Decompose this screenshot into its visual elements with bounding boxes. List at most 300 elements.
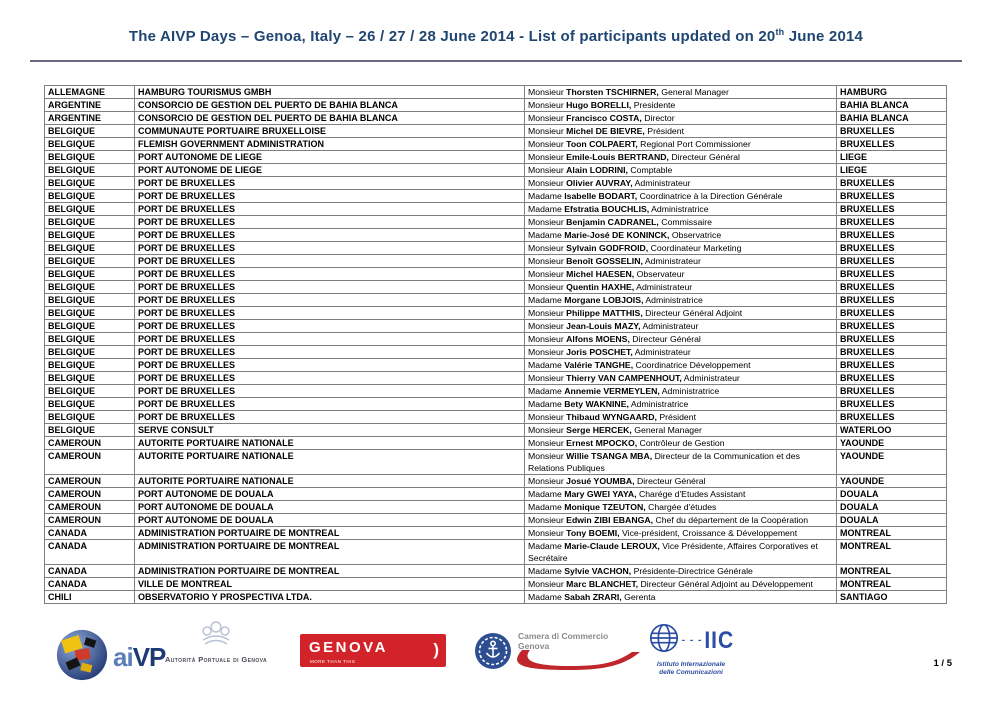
salutation: Monsieur [528,347,564,357]
country-cell: BELGIQUE [45,177,135,190]
port-authority-crest-icon [193,635,239,652]
salutation: Madame [528,191,562,201]
table-row [45,281,947,294]
participant-role: Directeur Général Adjoint [645,308,743,318]
title-divider [30,60,962,62]
organization-cell: COMMUNAUTE PORTUAIRE BRUXELLOISE [135,125,525,138]
organization-cell: PORT DE BRUXELLES [135,255,525,268]
city-cell: LIEGE [837,151,947,164]
title-text: The AIVP Days – Genoa, Italy – 26 / 27 / 28 June 2014 - List of participants updated on 20 [128,28,776,45]
organization-cell: PORT DE BRUXELLES [135,268,525,281]
participant-name: Thorsten TSCHIRNER, [566,87,659,97]
organization-cell: VILLE DE MONTREAL [135,578,525,591]
city-cell: BRUXELLES [837,203,947,216]
participant-cell [525,151,837,164]
city-cell: BRUXELLES [837,138,947,151]
country-cell: CHILI [45,591,135,604]
camera-commercio-swoosh-icon [508,648,648,679]
country-cell: BELGIQUE [45,411,135,424]
participant-role: Coordinatrice à la Direction Générale [639,191,783,201]
participant-role: Vice Présidente, Affaires Corporatives et Secrétaire [528,541,818,563]
salutation: Madame [528,502,562,512]
participant-cell [525,424,837,437]
participant-role: Directeur Général [671,152,740,162]
country-cell: BELGIQUE [45,138,135,151]
country-cell: BELGIQUE [45,242,135,255]
country-cell: CANADA [45,565,135,578]
participant-role: Administrateur [634,178,691,188]
participants-table-wrapper [44,85,946,604]
iic-acronym: IIC [704,626,735,654]
participant-cell [525,294,837,307]
table-row [45,437,947,450]
participant-role: Vice-président, Croissance & Développement [622,528,798,538]
participant-cell [525,475,837,488]
city-cell: BRUXELLES [837,125,947,138]
organization-cell: PORT DE BRUXELLES [135,307,525,320]
city-cell: BRUXELLES [837,307,947,320]
participant-cell [525,281,837,294]
participant-role: Président [659,412,697,422]
city-cell: DOUALA [837,514,947,527]
country-cell: BELGIQUE [45,333,135,346]
participant-cell [525,514,837,527]
participant-cell [525,385,837,398]
organization-cell: PORT DE BRUXELLES [135,294,525,307]
city-cell: BRUXELLES [837,268,947,281]
salutation: Monsieur [528,100,564,110]
salutation: Madame [528,386,562,396]
city-cell: MONTREAL [837,565,947,578]
participant-name: Tony BOEMI, [566,528,620,538]
table-row [45,346,947,359]
participant-role: Coordinateur Marketing [650,243,742,253]
city-cell: BRUXELLES [837,216,947,229]
country-cell: BELGIQUE [45,151,135,164]
city-cell: BRUXELLES [837,385,947,398]
city-cell: LIEGE [837,164,947,177]
salutation: Monsieur [528,425,564,435]
city-cell: YAOUNDE [837,475,947,488]
participant-name: Sylvie VACHON, [564,566,632,576]
participant-name: Valérie TANGHE, [564,360,634,370]
genova-logo [300,634,446,667]
participant-role: Administratrice [645,295,703,305]
participant-name: Josué YOUMBA, [566,476,635,486]
salutation: Madame [528,592,562,602]
organization-cell: ADMINISTRATION PORTUAIRE DE MONTREAL [135,527,525,540]
organization-cell: PORT DE BRUXELLES [135,177,525,190]
camera-commercio-emblem-icon [474,632,512,675]
country-cell: BELGIQUE [45,385,135,398]
participant-role: Director [644,113,675,123]
salutation: Madame [528,399,562,409]
participant-role: General Manager [661,87,729,97]
participant-cell [525,112,837,125]
participant-name: Michel HAESEN, [566,269,635,279]
participant-role: Comptable [630,165,673,175]
table-row [45,138,947,151]
table-row [45,450,947,475]
country-cell: CAMEROUN [45,475,135,488]
country-cell: CAMEROUN [45,437,135,450]
participant-cell [525,372,837,385]
table-row [45,488,947,501]
participant-role: Chargée d'études [648,502,717,512]
organization-cell: AUTORITE PORTUAIRE NATIONALE [135,475,525,488]
country-cell: CANADA [45,540,135,565]
organization-cell: PORT AUTONOME DE LIEGE [135,164,525,177]
country-cell: BELGIQUE [45,346,135,359]
participant-cell [525,565,837,578]
country-cell: ARGENTINE [45,112,135,125]
table-row [45,216,947,229]
participant-name: Marie-José DE KONINCK, [564,230,670,240]
table-row [45,591,947,604]
salutation: Monsieur [528,87,564,97]
participant-role: Administrateur [642,321,699,331]
participant-name: Willie TSANGA MBA, [566,451,653,461]
city-cell: BRUXELLES [837,281,947,294]
table-row [45,86,947,99]
country-cell: CAMEROUN [45,450,135,475]
country-cell: BELGIQUE [45,203,135,216]
salutation: Monsieur [528,269,564,279]
table-row [45,475,947,488]
port-authority-genova-logo [150,618,282,664]
table-row [45,565,947,578]
city-cell: BRUXELLES [837,190,947,203]
participant-role: Administrateur [644,256,701,266]
organization-cell: PORT DE BRUXELLES [135,372,525,385]
salutation: Madame [528,204,562,214]
participant-name: Marie-Claude LEROUX, [564,541,660,551]
table-row [45,411,947,424]
city-cell: YAOUNDE [837,437,947,450]
organization-cell: PORT DE BRUXELLES [135,398,525,411]
organization-cell: FLEMISH GOVERNMENT ADMINISTRATION [135,138,525,151]
table-row [45,540,947,565]
iic-logo [632,622,750,676]
table-row [45,242,947,255]
country-cell: CAMEROUN [45,514,135,527]
city-cell: SANTIAGO [837,591,947,604]
country-cell: BELGIQUE [45,294,135,307]
salutation: Monsieur [528,321,564,331]
city-cell: BRUXELLES [837,372,947,385]
city-cell: MONTREAL [837,527,947,540]
participant-name: Thibaud WYNGAARD, [566,412,657,422]
table-row [45,359,947,372]
table-row [45,99,947,112]
country-cell: CANADA [45,527,135,540]
participant-name: Thierry VAN CAMPENHOUT, [566,373,682,383]
participant-name: Ernest MPOCKO, [566,438,638,448]
participant-name: Benjamin CADRANEL, [566,217,659,227]
participant-cell [525,578,837,591]
organization-cell: AUTORITE PORTUAIRE NATIONALE [135,450,525,475]
city-cell: BAHIA BLANCA [837,112,947,125]
participant-cell [525,203,837,216]
organization-cell: CONSORCIO DE GESTION DEL PUERTO DE BAHIA BLANCA [135,99,525,112]
participant-name: Sylvain GODFROID, [566,243,649,253]
participant-name: Sabah ZRARI, [564,592,622,602]
organization-cell: PORT DE BRUXELLES [135,203,525,216]
organization-cell: ADMINISTRATION PORTUAIRE DE MONTREAL [135,565,525,578]
participant-role: Presidente [633,100,676,110]
organization-cell: PORT DE BRUXELLES [135,216,525,229]
table-row [45,501,947,514]
participant-cell [525,333,837,346]
participant-role: Commissaire [661,217,712,227]
participant-role: Administrateur [636,282,693,292]
table-row [45,514,947,527]
participant-cell [525,242,837,255]
aivp-wordmark: aiVP [113,642,166,672]
organization-cell: PORT AUTONOME DE DOUALA [135,488,525,501]
participant-cell [525,540,837,565]
salutation: Monsieur [528,412,564,422]
participant-cell [525,190,837,203]
city-cell: BRUXELLES [837,242,947,255]
organization-cell: PORT AUTONOME DE LIEGE [135,151,525,164]
participant-cell [525,320,837,333]
country-cell: ALLEMAGNE [45,86,135,99]
salutation: Monsieur [528,178,564,188]
city-cell: DOUALA [837,488,947,501]
table-row [45,190,947,203]
organization-cell: PORT DE BRUXELLES [135,359,525,372]
participant-name: Edwin ZIBI EBANGA, [566,515,654,525]
country-cell: BELGIQUE [45,281,135,294]
participant-name: Serge HERCEK, [566,425,632,435]
port-authority-label: Autorità Portuale di Genova [164,655,267,664]
participant-role: Regional Port Commissioner [640,139,751,149]
table-row [45,372,947,385]
table-row [45,320,947,333]
salutation: Monsieur [528,256,564,266]
country-cell: BELGIQUE [45,125,135,138]
participant-cell [525,138,837,151]
participant-role: Administrateur [683,373,740,383]
title-superscript: th [775,27,785,37]
participant-name: Benoît GOSSELIN, [566,256,643,266]
table-row [45,151,947,164]
organization-cell: PORT DE BRUXELLES [135,411,525,424]
participant-role: Administratrice [630,399,689,409]
participant-cell [525,398,837,411]
organization-cell: PORT DE BRUXELLES [135,346,525,359]
participant-name: Emile-Louis BERTRAND, [566,152,669,162]
country-cell: BELGIQUE [45,268,135,281]
organization-cell: SERVE CONSULT [135,424,525,437]
aivp-globe-icon [55,628,109,687]
salutation: Madame [528,489,562,499]
salutation: Madame [528,541,562,551]
participant-role: Directeur Général [636,476,706,486]
participant-name: Mary GWEI YAYA, [564,489,637,499]
city-cell: BRUXELLES [837,411,947,424]
city-cell: BRUXELLES [837,398,947,411]
country-cell: BELGIQUE [45,372,135,385]
participant-name: Marc BLANCHET, [566,579,639,589]
participant-role: Coordinatrice Développement [635,360,751,370]
city-cell: BRUXELLES [837,177,947,190]
organization-cell: PORT DE BRUXELLES [135,242,525,255]
country-cell: CAMEROUN [45,488,135,501]
participant-role: Gerenta [624,592,656,602]
city-cell: MONTREAL [837,578,947,591]
table-row [45,333,947,346]
city-cell: MONTREAL [837,540,947,565]
genova-wordmark: GENOVA [309,639,388,656]
salutation: Monsieur [528,139,564,149]
participant-role: Administrateur [634,347,691,357]
participant-name: Alain LODRINI, [566,165,628,175]
city-cell: DOUALA [837,501,947,514]
participant-cell [525,164,837,177]
participant-cell [525,86,837,99]
salutation: Monsieur [528,476,564,486]
table-row [45,177,947,190]
salutation: Monsieur [528,515,564,525]
footer [0,618,992,698]
participant-name: Morgane LOBJOIS, [564,295,644,305]
salutation: Monsieur [528,217,564,227]
organization-cell: PORT DE BRUXELLES [135,320,525,333]
participant-role: Directeur Général [632,334,701,344]
participant-role: Présidente-Directrice Générale [633,566,753,576]
city-cell: BRUXELLES [837,333,947,346]
salutation: Monsieur [528,113,564,123]
participant-role: Directeur Général Adjoint au Développement [640,579,813,589]
organization-cell: PORT DE BRUXELLES [135,229,525,242]
table-row [45,385,947,398]
participant-cell [525,527,837,540]
participant-name: Annemie VERMEYLEN, [564,386,660,396]
participant-name: Bety WAKNINE, [564,399,629,409]
table-row [45,203,947,216]
participant-name: Monique TZEUTON, [564,502,646,512]
participant-name: Alfons MOENS, [566,334,630,344]
title-text-end: June 2014 [784,28,864,45]
participant-name: Olivier AUVRAY, [566,178,633,188]
participant-name: Hugo BORELLI, [566,100,632,110]
organization-cell: PORT AUTONOME DE DOUALA [135,514,525,527]
country-cell: CAMEROUN [45,501,135,514]
participant-cell [525,346,837,359]
participant-cell [525,307,837,320]
salutation: Monsieur [528,243,564,253]
participant-role: Observateur [636,269,685,279]
city-cell: HAMBURG [837,86,947,99]
participant-cell [525,255,837,268]
participant-cell [525,591,837,604]
organization-cell: AUTORITE PORTUAIRE NATIONALE [135,437,525,450]
genova-tagline: MORE THAN THIS [310,659,356,664]
country-cell: BELGIQUE [45,359,135,372]
camera-commercio-line2: Genova [518,640,550,651]
table-row [45,268,947,281]
country-cell: ARGENTINE [45,99,135,112]
organization-cell: PORT AUTONOME DE DOUALA [135,501,525,514]
salutation: Monsieur [528,528,564,538]
organization-cell: PORT DE BRUXELLES [135,333,525,346]
country-cell: BELGIQUE [45,190,135,203]
participant-cell [525,359,837,372]
participant-name: Toon COLPAERT, [566,139,638,149]
participant-cell [525,99,837,112]
participant-name: Michel DE BIEVRE, [566,126,645,136]
country-cell: BELGIQUE [45,255,135,268]
organization-cell: CONSORCIO DE GESTION DEL PUERTO DE BAHIA BLANCA [135,112,525,125]
table-row [45,307,947,320]
salutation: Monsieur [528,334,564,344]
country-cell: BELGIQUE [45,424,135,437]
salutation: Monsieur [528,451,564,461]
participant-role: Président [647,126,684,136]
participant-name: Philippe MATTHIS, [566,308,643,318]
participant-cell [525,501,837,514]
participant-name: Isabelle BODART, [564,191,638,201]
genova-paren-glyph: ) [433,640,439,659]
participants-table [44,85,947,604]
participant-role: Contrôleur de Gestion [639,438,725,448]
camera-commercio-logo [474,632,658,675]
country-cell: BELGIQUE [45,164,135,177]
country-cell: CANADA [45,578,135,591]
iic-globe-icon [648,622,680,659]
salutation: Madame [528,230,562,240]
salutation: Monsieur [528,126,564,136]
organization-cell: PORT DE BRUXELLES [135,385,525,398]
table-row [45,398,947,411]
country-cell: BELGIQUE [45,320,135,333]
participant-cell [525,411,837,424]
city-cell: BRUXELLES [837,359,947,372]
salutation: Madame [528,360,562,370]
participant-name: Francisco COSTA, [566,113,642,123]
city-cell: BRUXELLES [837,255,947,268]
participant-cell [525,488,837,501]
city-cell: WATERLOO [837,424,947,437]
salutation: Monsieur [528,438,564,448]
salutation: Madame [528,295,562,305]
aivp-logo [55,628,165,687]
participant-name: Quentin HAXHE, [566,282,635,292]
participant-cell [525,177,837,190]
participant-name: Joris POSCHET, [566,347,633,357]
organization-cell: HAMBURG TOURISMUS GMBH [135,86,525,99]
salutation: Madame [528,566,562,576]
salutation: Monsieur [528,165,564,175]
participant-cell [525,216,837,229]
table-row [45,578,947,591]
table-row [45,125,947,138]
city-cell: BRUXELLES [837,320,947,333]
table-row [45,229,947,242]
iic-caption-line1: Istituto Internazionale [656,661,726,668]
participant-cell [525,268,837,281]
participant-cell [525,125,837,138]
table-row [45,255,947,268]
city-cell: YAOUNDE [837,450,947,475]
salutation: Monsieur [528,282,564,292]
country-cell: BELGIQUE [45,216,135,229]
table-row [45,294,947,307]
salutation: Monsieur [528,579,564,589]
participant-role: Chef du département de la Coopération [655,515,809,525]
